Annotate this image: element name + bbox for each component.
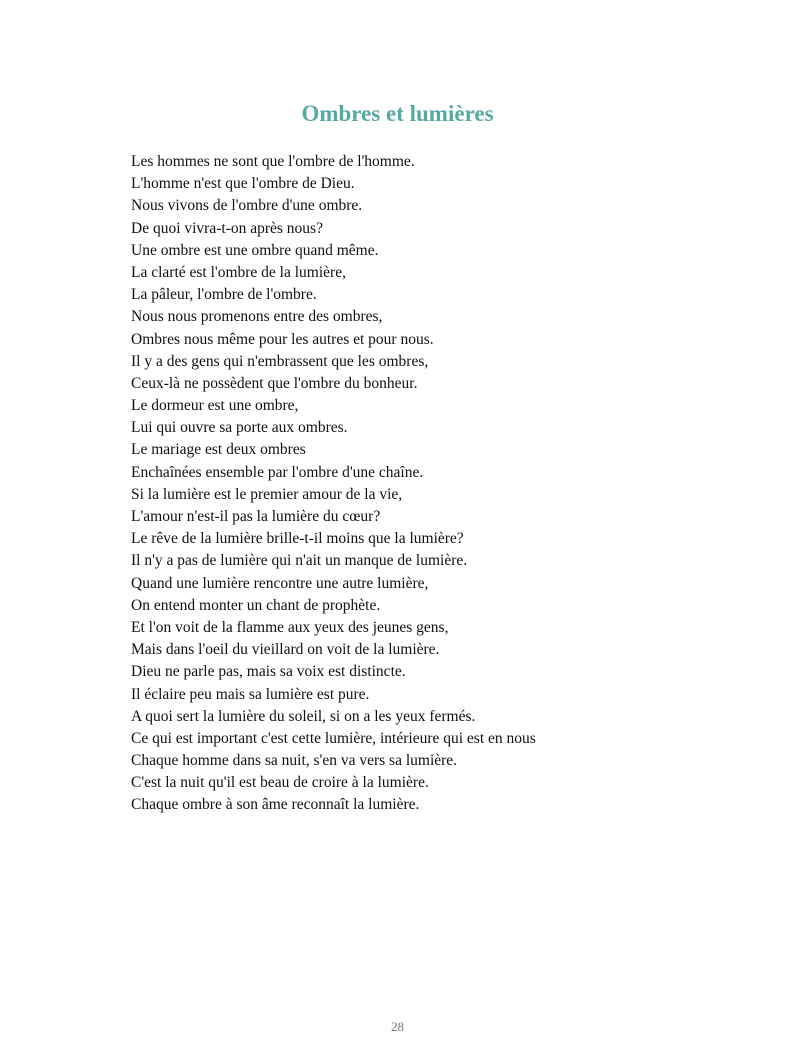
verse-line: Ombres nous même pour les autres et pour nous. xyxy=(131,330,434,348)
verse-line: Le dormeur est une ombre, xyxy=(131,397,299,415)
verse-line: Quand une lumière rencontre une autre lumière, xyxy=(131,574,429,592)
verse-line: Enchaînées ensemble par l'ombre d'une chaîne. xyxy=(131,463,424,481)
verse-line: Nous vivons de l'ombre d'une ombre. xyxy=(131,197,363,215)
verse-line: Et l'on voit de la flamme aux yeux des jeunes gens, xyxy=(131,618,449,636)
verse-line: Mais dans l'oeil du vieillard on voit de la lumière. xyxy=(131,641,440,659)
verse-line: Lui qui ouvre sa porte aux ombres. xyxy=(131,419,348,437)
page-number: 28 xyxy=(391,1019,404,1034)
verse-line: Il n'y a pas de lumière qui n'ait un manque de lumière. xyxy=(131,552,468,570)
verse-line: De quoi vivra-t-on après nous? xyxy=(131,219,323,237)
verse-line: A quoi sert la lumière du soleil, si on a les yeux fermés. xyxy=(131,707,476,725)
verse-line: Les hommes ne sont que l'ombre de l'homme. xyxy=(131,153,415,170)
verse-line: Chaque ombre à son âme reconnaît la lumière. xyxy=(131,796,420,814)
poem-body xyxy=(131,151,731,817)
verse-line: La pâleur, l'ombre de l'ombre. xyxy=(131,286,317,304)
verse-line: Dieu ne parle pas, mais sa voix est distincte. xyxy=(131,663,406,681)
verse-line: Il y a des gens qui n'embrassent que les ombres, xyxy=(131,352,429,370)
verse-line: Nous nous promenons entre des ombres, xyxy=(131,308,383,326)
verse-line: Ce qui est important c'est cette lumière, intérieure qui est en nous xyxy=(131,729,536,747)
verse-line: Ceux-là ne possèdent que l'ombre du bonheur. xyxy=(131,374,418,392)
verse-line: On entend monter un chant de prophète. xyxy=(131,596,381,614)
verse-line: C'est la nuit qu'il est beau de croire à la lumière. xyxy=(131,774,429,792)
verse-line: Si la lumière est le premier amour de la vie, xyxy=(131,485,403,503)
verse-line: L'homme n'est que l'ombre de Dieu. xyxy=(131,175,355,193)
poem-title: Ombres et lumières xyxy=(301,101,494,126)
verse-line: Le mariage est deux ombres xyxy=(131,441,306,459)
verse-line: La clarté est l'ombre de la lumière, xyxy=(131,263,346,281)
verse-line: L'amour n'est-il pas la lumière du cœur? xyxy=(131,508,381,525)
verse-line: Le rêve de la lumière brille-t-il moins que la lumière? xyxy=(131,530,464,548)
verse-line: Une ombre est une ombre quand même. xyxy=(131,241,379,259)
verse-line: Il éclaire peu mais sa lumière est pure. xyxy=(131,685,370,703)
verse-line: Chaque homme dans sa nuit, s'en va vers sa lumière. xyxy=(131,752,458,770)
